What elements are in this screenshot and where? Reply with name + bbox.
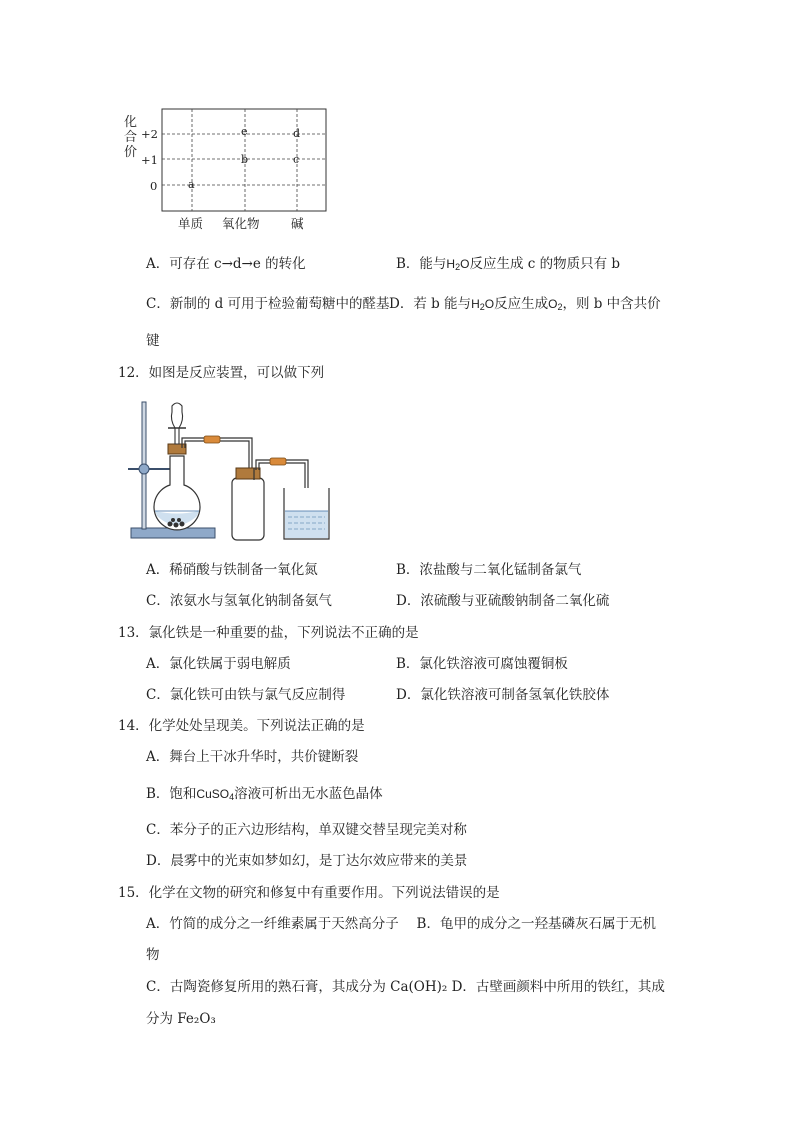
q11-option-d: D．若 b 能与$H_2O$反应生成$O_2$，则 b 中含共价: [389, 296, 661, 312]
q14-option-c: C．苯分子的正六边形结构，单双键交替呈现完美对称: [146, 822, 467, 838]
q14-option-d: D．晨雾中的光束如梦如幻，是丁达尔效应带来的美景: [146, 853, 468, 869]
xtick-label: 碱: [291, 216, 304, 231]
q13-option-a: A．氯化铁属于弱电解质: [146, 656, 291, 672]
point-label: b: [241, 153, 249, 166]
q15-options-ab: A．竹简的成分之一纤维素属于天然高分子 B．龟甲的成分之一羟基磷灰石属于无机: [146, 916, 656, 932]
ytick-label: +1: [141, 153, 158, 167]
point-label: d: [293, 127, 301, 140]
q14-stem: 14．化学处处呈现美。下列说法正确的是: [118, 718, 365, 734]
q12-option-d: D．浓硫酸与亚硫酸钠制备二氧化硫: [396, 593, 610, 609]
stopper: [168, 444, 186, 454]
ylabel-char: 化: [124, 115, 138, 130]
point-label: a: [188, 178, 195, 191]
separatory-funnel: [171, 403, 182, 444]
q15-options-cd: C．古陶瓷修复所用的熟石膏，其成分为 Ca(OH)₂ D．古壁画颜料中所用的铁红，其成: [146, 979, 665, 995]
q14-option-a: A．舞台上干冰升华时，共价键断裂: [146, 749, 359, 765]
q13-option-c: C．氯化铁可由铁与氯气反应制得: [146, 687, 346, 703]
valence-graph: [118, 108, 338, 238]
xtick-label: 单质: [178, 216, 204, 231]
q11-option-c: C．新制的 d 可用于检验葡萄糖中的醛基: [146, 296, 390, 312]
ytick-label: +2: [141, 127, 158, 141]
point-label: c: [293, 153, 300, 166]
q15-options-cd-cont: 分为 Fe₂O₃: [146, 1011, 216, 1027]
q12-option-c: C．浓氨水与氢氧化钠制备氨气: [146, 593, 332, 609]
q11-option-a: A．可存在 c→d→e 的转化: [146, 256, 306, 272]
q15-stem: 15．化学在文物的研究和修复中有重要作用。下列说法错误的是: [118, 885, 500, 901]
q11-option-b: B．能与$H_2O$反应生成 c 的物质只有 b: [396, 256, 621, 272]
q12-stem: 12．如图是反应装置，可以做下列: [118, 365, 325, 381]
q14-option-b: B．饱和CuSO$_4$溶液可析出无水蓝色晶体: [146, 786, 383, 802]
q12-option-b: B．浓盐酸与二氧化锰制备氯气: [396, 562, 582, 578]
q13-stem: 13．氯化铁是一种重要的盐，下列说法不正确的是: [118, 625, 419, 641]
q15-options-ab-cont: 物: [146, 947, 160, 963]
q12-option-a: A．稀硝酸与铁制备一氧化氮: [146, 562, 318, 578]
ylabel-char: 合: [124, 130, 138, 145]
ylabel-char: 价: [124, 145, 138, 160]
apparatus-figure: [128, 398, 340, 546]
ytick-label: 0: [150, 179, 158, 193]
clamp-knob: [139, 464, 149, 474]
q11-option-d-cont: 键: [146, 333, 160, 349]
xtick-label: 氧化物: [222, 216, 260, 231]
q13-option-b: B．氯化铁溶液可腐蚀覆铜板: [396, 656, 568, 672]
gas-bottle: [232, 478, 264, 540]
point-label: e: [241, 125, 248, 138]
q13-option-d: D．氯化铁溶液可制备氢氧化铁胶体: [396, 687, 610, 703]
